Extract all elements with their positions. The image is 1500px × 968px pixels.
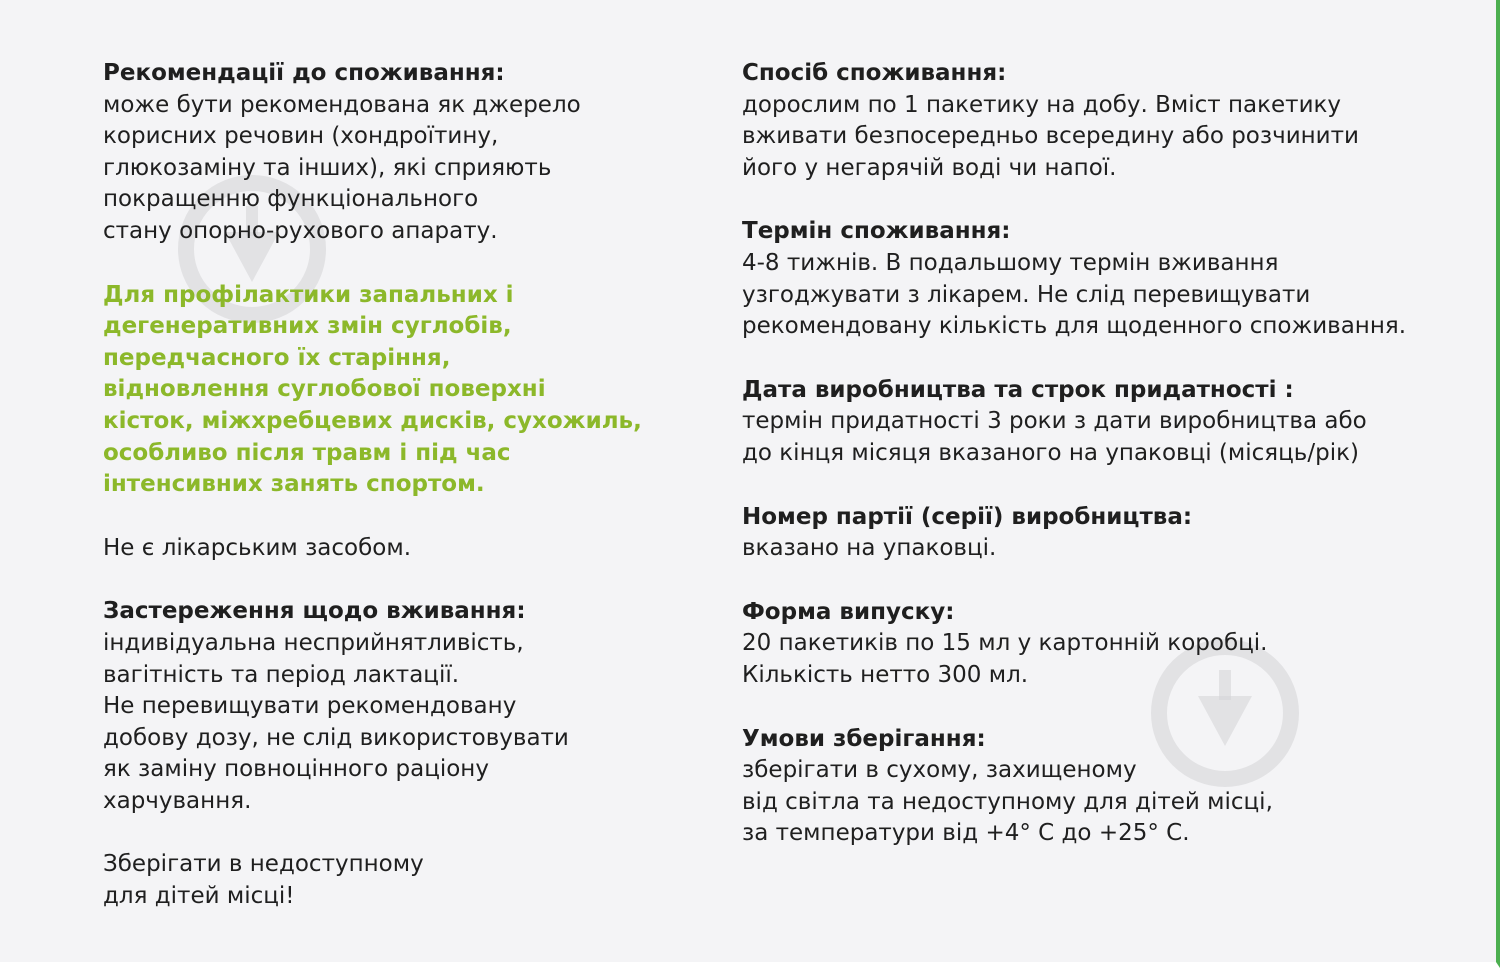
conditions-section — [742, 724, 1462, 850]
form-text: 20 пакетиків по 15 мл у картонній коробці. Кількість нетто 300 мл. — [742, 630, 1268, 688]
usage-text: дорослим по 1 пакетику на добу. Вміст пакетику вживати безпосередньо всередину або розчинити його у негарячій воді чи напої. — [742, 91, 1359, 181]
term-title: Термін споживання: — [742, 218, 1011, 245]
recommendations-section — [103, 58, 663, 248]
right-column — [742, 58, 1462, 882]
batch-section — [742, 502, 1462, 565]
warnings-title: Застереження щодо вживання: — [103, 598, 526, 625]
date-title: Дата виробництва та строк придатності : — [742, 376, 1294, 403]
batch-title: Номер партії (серії) виробництва: — [742, 503, 1193, 530]
form-title: Форма випуску: — [742, 598, 955, 625]
usage-title: Спосіб споживання: — [742, 60, 1007, 86]
form-section — [742, 597, 1462, 692]
highlight-text: Для профілактики запальних і дегенеративних змін суглобів, передчасного їх старіння, відновлення суглобової поверхні кісток, міжхребцевих дисків, сухожиль, особливо після травм і під час інтенсивних занять спортом. — [103, 281, 642, 498]
date-section — [742, 375, 1462, 470]
conditions-title: Умови зберігання: — [742, 725, 986, 752]
term-section — [742, 216, 1462, 342]
not-medicine-note: Не є лікарським засобом. — [103, 534, 412, 561]
recommendations-title: Рекомендації до споживання: — [103, 60, 505, 86]
left-column — [103, 58, 663, 945]
term-text: 4-8 тижнів. В подальшому термін вживання узгоджувати з лікарем. Не слід перевищувати рекомендовану кількість для щоденного споживання. — [742, 249, 1407, 340]
conditions-text: зберігати в сухому, захищеному від світла та недоступному для дітей місці, за температури від +4° С до +25° С. — [742, 757, 1273, 847]
warnings-section — [103, 596, 663, 817]
usage-section — [742, 58, 1462, 184]
storage-note: Зберігати в недоступному для дітей місці! — [103, 851, 424, 910]
warnings-text: індивідуальна несприйнятливість, вагітність та період лактації. Не перевищувати рекомендовану добову дозу, не слід використовувати як заміну повноцінного раціону харчування. — [103, 629, 569, 814]
batch-text: вказано на упаковці. — [742, 535, 997, 562]
recommendations-text: може бути рекомендована як джерело корисних речовин (хондроїтину, глюкозаміну та інших), які сприяють покращенню функціонального стану опорно-рухового апарату. — [103, 91, 581, 244]
date-text: термін придатності 3 роки з дати виробництва або до кінця місяця вказаного на упаковці (місяць/рік) — [742, 408, 1367, 466]
